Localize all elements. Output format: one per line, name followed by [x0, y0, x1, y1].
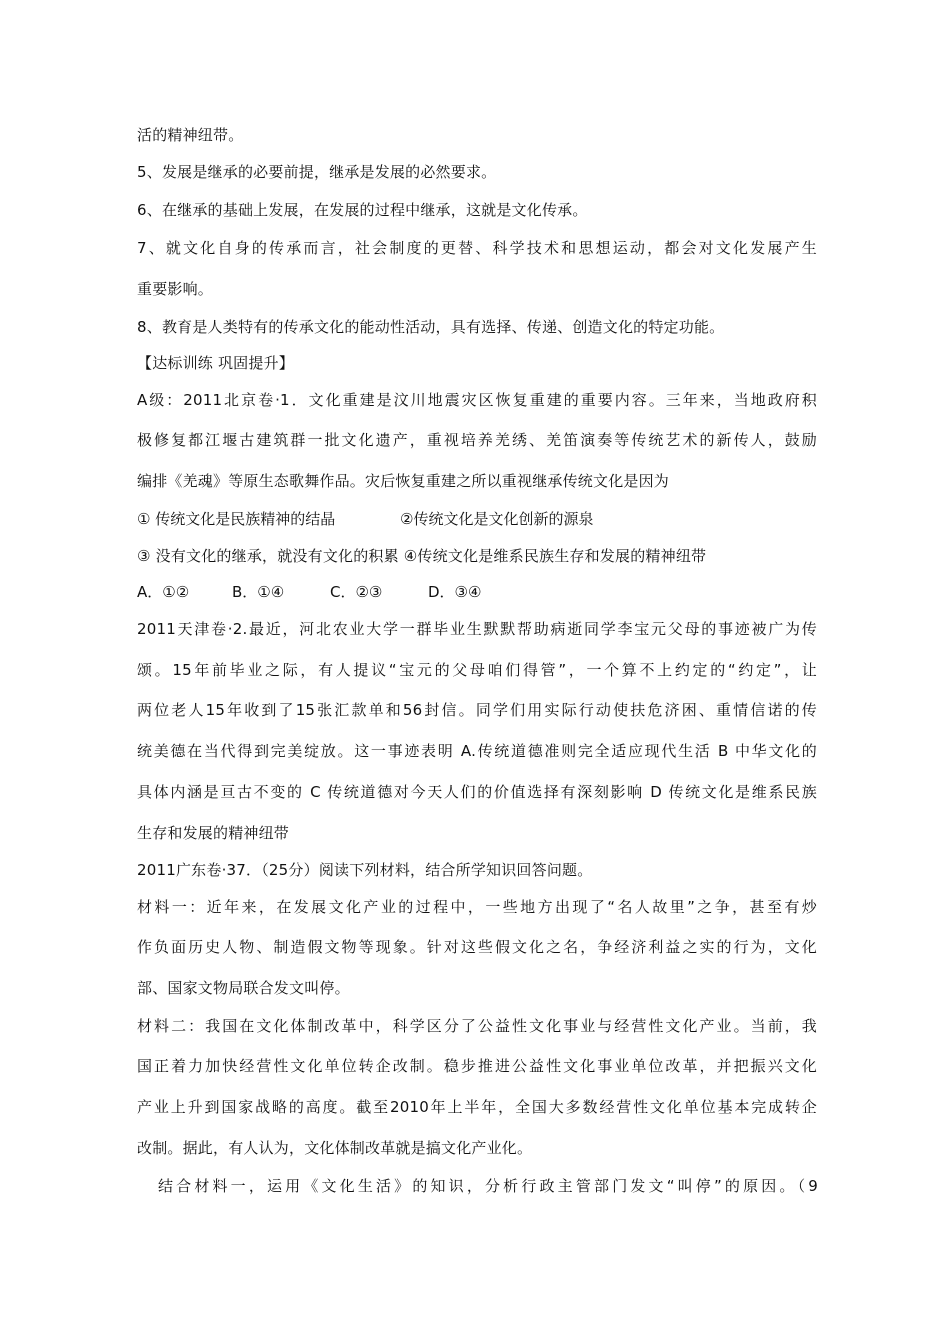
text-line: 材料一：近年来，在发展文化产业的过程中，一些地方出现了“名人故里”之争，甚至有炒: [137, 898, 817, 916]
text-line: 具体内涵是亘古不变的 C 传统道德对今天人们的价值选择有深刻影响 D 传统文化是维系民族: [137, 783, 817, 801]
text-line: 国正着力加快经营性文化单位转企改制。稳步推进公益性文化事业单位改革，并把振兴文化: [137, 1057, 817, 1075]
choice-item: ②传统文化是文化创新的源泉: [400, 510, 594, 528]
text-line: 5、发展是继承的必要前提，继承是发展的必然要求。: [137, 163, 497, 181]
text-line: 产业上升到国家战略的高度。截至2010年上半年，全国大多数经营性文化单位基本完成转企: [137, 1098, 817, 1116]
text-line: 编排《羌魂》等原生态歌舞作品。灾后恢复重建之所以重视继承传统文化是因为: [137, 472, 670, 490]
answer-option: C．②③: [330, 583, 383, 601]
text-line: 材料二：我国在文化体制改革中，科学区分了公益性文化事业与经营性文化产业。当前，我: [137, 1017, 817, 1035]
text-line: 两位老人15年收到了15张汇款单和56封信。同学们用实际行动使扶危济困、重情信诺的传: [137, 701, 817, 719]
answer-option: D．③④: [428, 583, 482, 601]
text-line: 2011天津卷·2.最近，河北农业大学一群毕业生默默帮助病逝同学李宝元父母的事迹被广为传: [137, 620, 817, 638]
text-line: 重要影响。: [137, 280, 214, 298]
text-line: 统美德在当代得到完美绽放。这一事迹表明 A.传统道德准则完全适应现代生活 B 中华文化的: [137, 742, 817, 760]
text-line: 2011广东卷·37．（25分）阅读下列材料，结合所学知识回答问题。: [137, 861, 593, 879]
text-line: A级：2011北京卷·1．文化重建是汶川地震灾区恢复重建的重要内容。三年来，当地政府积: [137, 391, 817, 409]
section-heading: 【达标训练 巩固提升】: [137, 354, 294, 372]
text-line: 8、教育是人类特有的传承文化的能动性活动，具有选择、传递、创造文化的特定功能。: [137, 318, 725, 336]
answer-option: A．①②: [137, 583, 190, 601]
choice-item: ③ 没有文化的继承，就没有文化的积累 ④传统文化是维系民族生存和发展的精神纽带: [137, 547, 707, 565]
text-line: 部、国家文物局联合发文叫停。: [137, 979, 350, 997]
answer-option: B．①④: [232, 583, 285, 601]
text-line: 7、就文化自身的传承而言，社会制度的更替、科学技术和思想运动，都会对文化发展产生: [137, 239, 817, 257]
text-line: 改制。据此，有人认为，文化体制改革就是搞文化产业化。: [137, 1139, 533, 1157]
text-line: 活的精神纽带。: [137, 126, 244, 144]
text-line: 结合材料一，运用《文化生活》的知识，分析行政主管部门发文“叫停”的原因。（9: [158, 1177, 818, 1195]
choice-item: ① 传统文化是民族精神的结晶: [137, 510, 336, 528]
text-line: 6、在继承的基础上发展，在发展的过程中继承，这就是文化传承。: [137, 201, 588, 219]
text-line: 极修复都江堰古建筑群一批文化遗产，重视培养羌绣、羌笛演奏等传统艺术的新传人，鼓励: [137, 431, 817, 449]
text-line: 生存和发展的精神纽带: [137, 824, 290, 842]
text-line: 作负面历史人物、制造假文物等现象。针对这些假文化之名，争经济利益之实的行为，文化: [137, 938, 817, 956]
text-line: 颂。15年前毕业之际，有人提议“宝元的父母咱们得管”，一个算不上约定的“约定”，让: [137, 661, 817, 679]
